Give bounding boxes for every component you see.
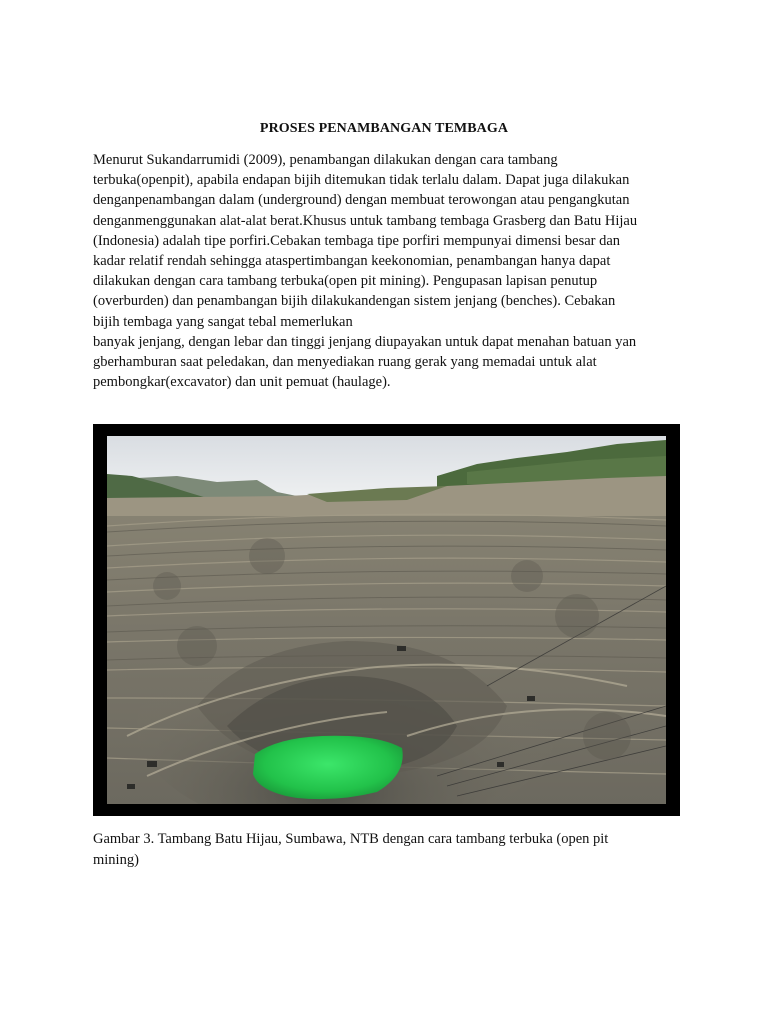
paragraph-line: (overburden) dan penambangan bijih dilakukandengan sistem jenjang (benches). Cebakan — [93, 293, 616, 310]
paragraph-line: bijih tembaga yang sangat tebal memerlukan — [93, 313, 353, 330]
paragraph-line: dilakukan dengan cara tambang terbuka(open pit mining). Pengupasan lapisan penutup — [93, 273, 598, 290]
figure-caption — [93, 829, 713, 870]
paragraph-line: banyak jenjang, dengan lebar dan tinggi jenjang diupayakan untuk dapat menahan batuan yan — [93, 333, 637, 350]
caption-line: Gambar 3. Tambang Batu Hijau, Sumbawa, NTB dengan cara tambang terbuka (open pit — [93, 831, 609, 847]
paragraph-line: (Indonesia) adalah tipe porfiri.Cebakan tembaga tipe porfiri mempunyai dimensi besar dan — [93, 232, 621, 249]
paragraph-line: Menurut Sukandarrumidi (2009), penambangan dilakukan dengan cara tambang — [93, 152, 558, 168]
paragraph-line: pembongkar(excavator) dan unit pemuat (haulage). — [93, 374, 391, 391]
body-paragraph — [93, 150, 693, 392]
page-title: PROSES PENAMBANGAN TEMBAGA — [259, 121, 509, 136]
open-pit-mine-photo — [107, 436, 666, 804]
paragraph-line: denganpenambangan dalam (underground) dengan membuat terowongan atau pengangkutan — [93, 192, 630, 209]
caption-line: mining) — [93, 851, 139, 868]
paragraph-line: denganmenggunakan alat-alat berat.Khusus untuk tambang tembaga Grasberg dan Batu Hijau — [93, 212, 638, 229]
paragraph-line: gberhamburan saat peledakan, dan menyediakan ruang gerak yang memadai untuk alat — [93, 354, 597, 371]
paragraph-line: terbuka(openpit), apabila endapan bijih ditemukan tidak terlalu dalam. Dapat juga dilakukan — [93, 172, 630, 189]
figure-frame — [93, 424, 680, 816]
paragraph-line: kadar relatif rendah sehingga ataspertimbangan keekonomian, penambangan hanya dapat — [93, 253, 611, 270]
